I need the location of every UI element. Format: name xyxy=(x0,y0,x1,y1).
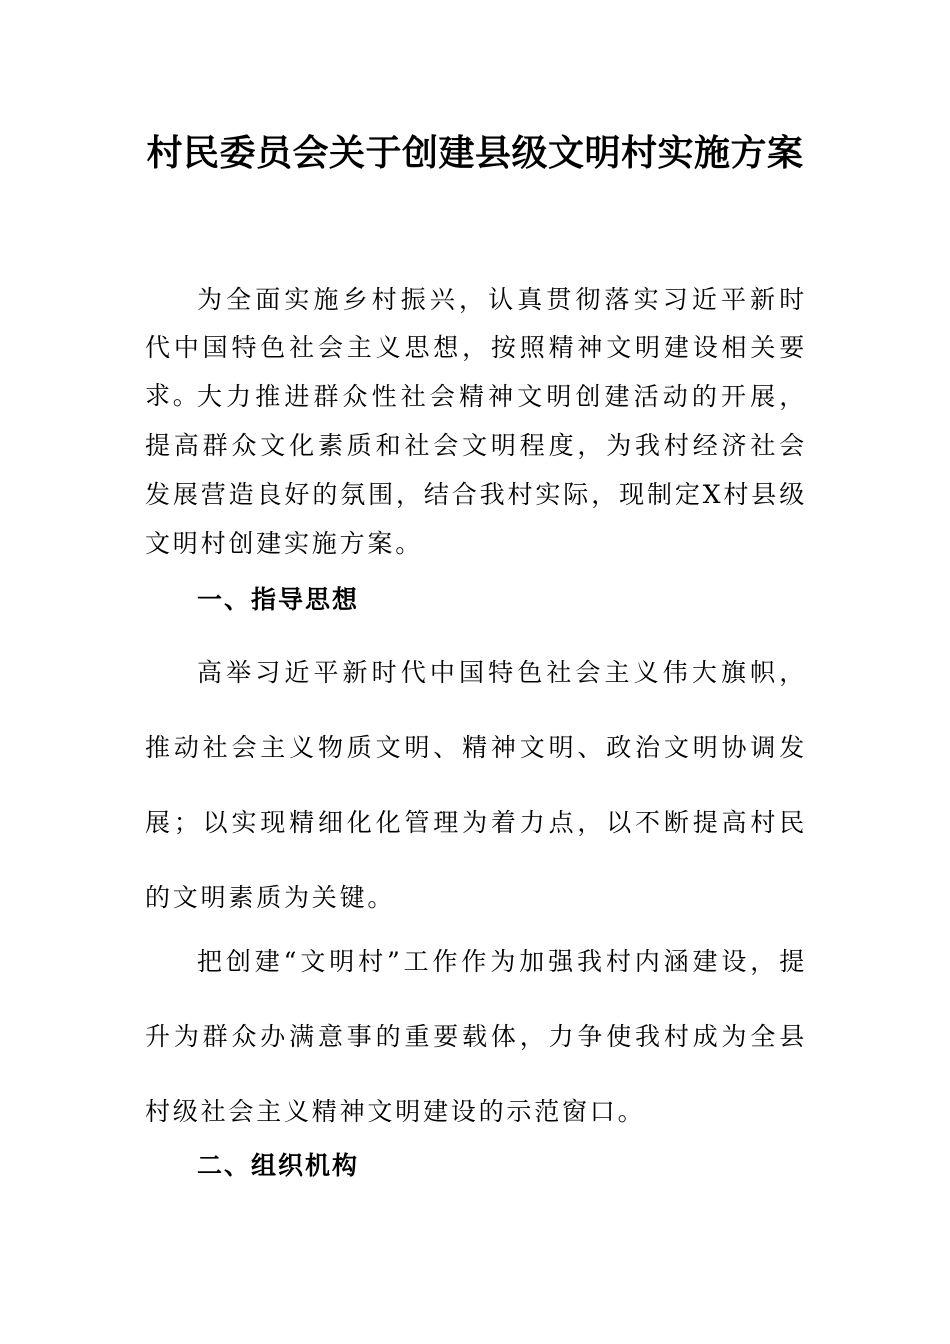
document-title: 村民委员会关于创建县级文明村实施方案 xyxy=(146,132,804,174)
section-heading-organization: 二、组织机构 xyxy=(197,1151,360,1180)
intro-paragraph-2: 大力推进群众性社会精神文明创建活动的开展，提高群众文化素质和社会文明程度，为我村经济社会发展营造良好的氛围，结合我村实际，现制定X村县级文明村创建实施方案。 xyxy=(145,382,807,558)
guiding-ideology-paragraph-1: 高举习近平新时代中国特色社会主义伟大旗帜，推动社会主义物质文明、精神文明、政治文明协调发展；以实现精细化化管理为着力点，以不断提高村民的文明素质为关键。 xyxy=(145,658,807,912)
section-heading-guiding-ideology: 一、指导思想 xyxy=(197,585,360,614)
intro-paragraph-1: 为全面实施乡村振兴，认真贯彻落实习近平新时代中国特色社会主义思想，按照精神文明建设相关要求。 xyxy=(145,285,807,410)
guiding-ideology-paragraph-2: 把创建“文明村”工作作为加强我村内涵建设，提升为群众办满意事的重要载体，力争使我村成为全县村级社会主义精神文明建设的示范窗口。 xyxy=(145,947,807,1126)
